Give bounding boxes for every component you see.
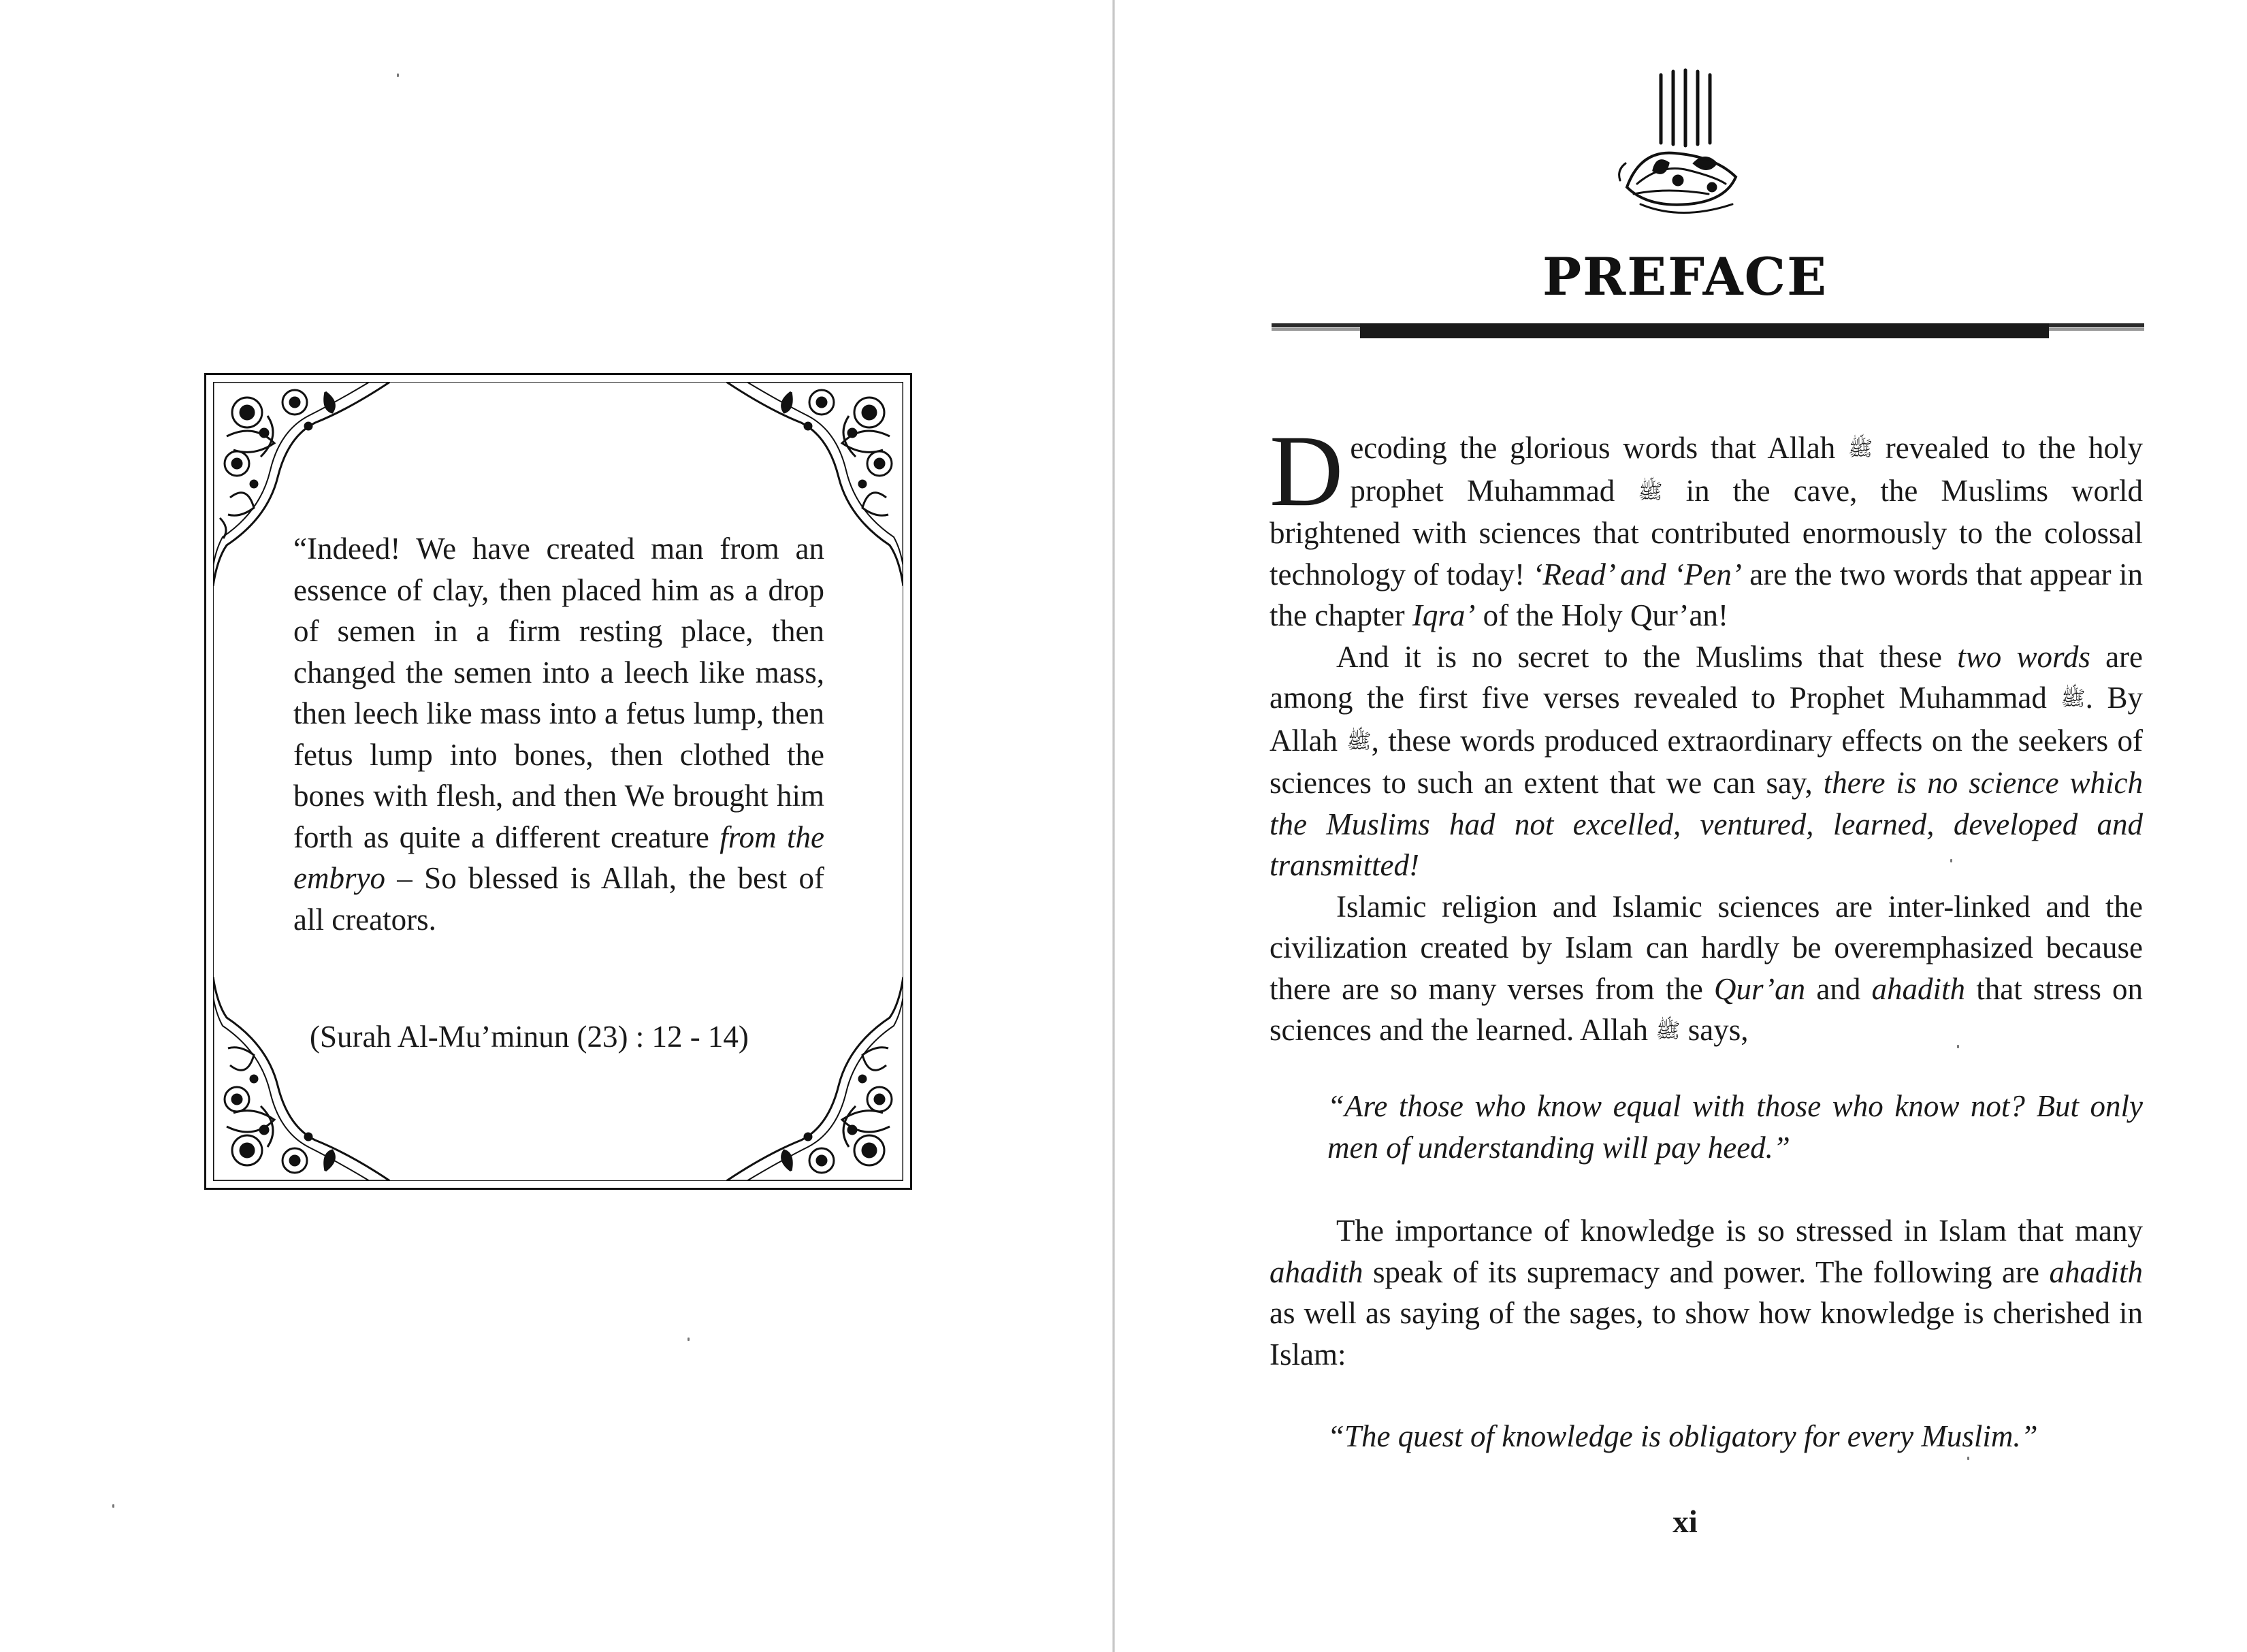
ornamental-verse-frame [204, 373, 912, 1190]
salutation-glyph-icon: ﷺ [1655, 1020, 1681, 1042]
verse-text-after-italic: So blessed is Allah, the best of all creators. [293, 861, 824, 937]
paragraph-1-italic: ‘Read’ and ‘Pen’ [1532, 557, 1742, 592]
arabesque-corner-ornament-icon [726, 977, 903, 1181]
paragraph-4-text: The importance of knowledge is so stressed in Islam that many [1336, 1214, 2143, 1248]
title-rule-bar [1360, 323, 2049, 338]
paragraph-1-text: in the cave, the Muslims world brightened with sciences that contributed enormously to the colossal technology of today! [1270, 473, 2143, 592]
page-title: PREFACE [1542, 246, 1828, 307]
page-number: xi [1672, 1504, 1698, 1540]
preface-paragraph-4 [1270, 1210, 2143, 1375]
verse-text-before-italic: “Indeed! We have created man from an essence of clay, then placed him as a drop of semen in a firm resting place, then changed the semen into a leech like mass, then leech like mass into a fetus lump, then fetus lump into bones, then clothed the bones with flesh, and then We brought him forth as quite a different creature [293, 532, 824, 854]
drop-cap-letter: D [1270, 415, 1344, 528]
paragraph-3-text: and [1816, 971, 1861, 1006]
paragraph-2-text: . By Allah [1270, 681, 2143, 758]
paragraph-4-text: speak of its supremacy and power. The following are [1373, 1254, 2039, 1289]
paragraph-3-text: Islamic religion and Islamic sciences are inter-linked and the civilization created by Islam can hardly be overemphasized because there are so many verses from the [1270, 889, 2143, 1006]
arabesque-corner-ornament-icon [213, 977, 390, 1181]
salutation-glyph-icon: ﷺ [1346, 730, 1372, 753]
block-quote-2: “The quest of knowledge is obligatory for every Muslim.” [1327, 1419, 2038, 1453]
paragraph-1-text: of the Holy Qur’an! [1483, 598, 1728, 632]
paragraph-4-text: as well as saying of the sages, to show how knowledge is cherished in Islam: [1270, 1296, 2143, 1372]
paragraph-4-italic: ahadith [1270, 1254, 1363, 1289]
paragraph-4-italic: ahadith [2049, 1254, 2143, 1289]
bismillah-calligraphy-icon [1613, 68, 1749, 225]
verse-citation: (Surah Al-Mu’minun (23) : 12 - 14) [310, 1020, 749, 1054]
quran-verse-text [293, 528, 824, 940]
paragraph-1-text: are the two words that appear in the chapter [1270, 557, 2143, 632]
paragraph-3-italic: ahadith [1871, 971, 1966, 1006]
paragraph-3-text: that stress on sciences and the learned. Allah [1270, 971, 2144, 1047]
paragraph-2-italic: two words [1957, 639, 2090, 674]
paper-speck [397, 74, 399, 77]
right-page [1123, 0, 2247, 1652]
paragraph-1-text: revealed to the holy prophet Muhammad [1350, 431, 2143, 508]
paragraph-1-text: ecoding the glorious words that Allah [1350, 431, 1836, 465]
preface-paragraph-1 [1270, 415, 2144, 1052]
paragraph-3-italic: Qur’an [1714, 971, 1806, 1006]
preface-paragraph-2 [1270, 636, 2143, 886]
paragraph-2-text: are among the first five verses revealed to Prophet Muhammad [1270, 639, 2144, 715]
paper-speck [112, 1504, 114, 1508]
paragraph-2-text: And it is no secret to the Muslims that these [1336, 639, 1942, 674]
salutation-glyph-icon: ﷺ [2060, 687, 2086, 710]
salutation-glyph-icon: ﷺ [1847, 438, 1873, 460]
salutation-glyph-icon: ﷺ [1638, 480, 1663, 503]
paper-speck [688, 1338, 690, 1341]
preface-paragraph-3 [1270, 886, 2143, 1052]
paragraph-2-italic: there is no science which the Muslims had not excelled, ventured, learned, developed and transmitted! [1270, 766, 2144, 882]
paragraph-3-text: says, [1687, 1013, 1749, 1047]
left-page [0, 0, 1116, 1652]
paragraph-1-italic: Iqra’ [1412, 598, 1476, 632]
block-quote-1: “Are those who know equal with those who know not? But only men of understanding will pay heed.” [1327, 1089, 2143, 1165]
verse-text-italic: from the embryo – [293, 820, 824, 895]
paper-speck [1967, 1457, 1969, 1460]
paragraph-2-text: , these words produced extraordinary effects on the seekers of sciences to such an extent that we can say, [1270, 723, 2144, 800]
